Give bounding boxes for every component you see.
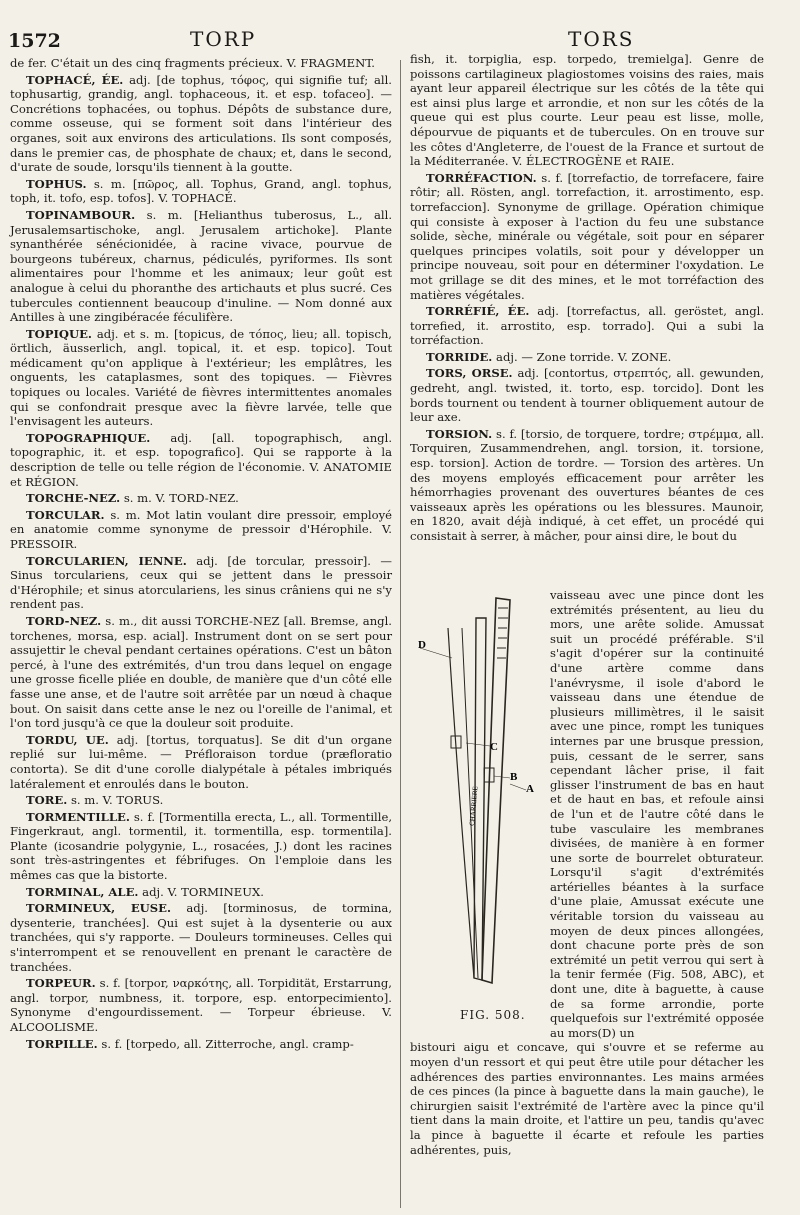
dictionary-entry [10, 885, 392, 900]
left-running-head: TORP [190, 27, 257, 51]
dictionary-entry [10, 976, 392, 1034]
entry-headword: TORDU, UE. [26, 732, 109, 747]
figure-label-a: A [526, 783, 534, 795]
dictionary-entry [10, 56, 392, 71]
figure-label-b: B [510, 771, 518, 783]
dictionary-entry [10, 810, 392, 883]
running-header [0, 0, 800, 56]
entry-text: adj. [de tophus, τόφος, qui signifie tuf; all. tophusartig, grandig, angl. tophaceous, it. et esp. tofaceo]. — Concrétions tophacées, ou tophus. Dépôts de substance dure, comme osseuse, qui se forment soit dans l'intérieur des organes, soit aux environs des articulations. Ils sont composés, dans le premier cas, de phosphate de chaux; et, dans le second, d'urate de soude, lorsqu'ils tiennent à la goutte. [10, 72, 392, 175]
entry-headword: TORPILLE. [26, 1036, 98, 1051]
entry-headword: TORRIDE. [426, 349, 493, 364]
dictionary-entry [10, 327, 392, 429]
entry-text: adj. [tortus, torquatus]. Se dit d'un organe replié sur lui-même. — Préfloraison tordue (præfloratio contorta). Se dit d'une corolle dialypétale à pétales imbriqués latéralement et enroulés dans le bouton. [10, 732, 392, 791]
entry-headword: TORE. [26, 793, 68, 808]
entry-headword: TOPHACÉ, ÉE. [26, 72, 124, 87]
figure-wrap-region [410, 588, 764, 1157]
figure-caption: FIG. 508. [460, 1008, 526, 1022]
entry-text: s. f. [torsio, de torquere, tordre; στρέμμα, all. Torquiren, Zusammendrehen, angl. torsion, it. torsione, esp. torsion]. Action de tordre. — Torsion des artères. Un des moyens employés efficacement pour arrêter les hémorrhagies provenant des ouvertures béantes de ces vaisseaux après les opérations ou les blessures. Maunoir, en 1820, avait déjà indiqué, à cet effet, un procédé qui consistait à serrer, à mâcher, pour ainsi dire, le bout du [410, 426, 765, 543]
entry-text: s. m. Mot latin voulant dire pressoir, employé en anatomie comme synonyme de pressoir d'Hérophile. V. PRESSOIR. [10, 507, 393, 551]
dictionary-entry [10, 177, 392, 206]
entry-headword: TORPEUR. [26, 976, 96, 991]
lower-text: bistouri aigu et concave, qui s'ouvre et se referme au moyen d'un ressort et qui peut être utile pour détacher les adhérences des parties environnantes. Les mains armées de ces pinces (la pince à baguette dans la main gauche), le chirurgien saisit l'extrémité de l'artère avec la pince qu'il tient dans la main droite, et l'attire un peu, tandis qu'avec la pince à baguette il écarte et refoule les parties adhérentes, puis, [410, 1040, 764, 1157]
entry-headword: TORD-NEZ. [26, 613, 102, 628]
entry-headword: TOPIQUE. [26, 326, 92, 341]
entry-text: adj. [all. topographisch, angl. topographic, it. et esp. topografico]. Qui se rapporte à la description de telle ou telle région de l'économie. V. ANATOMIE et RÉGION. [10, 430, 393, 489]
page-number: 1572 [8, 30, 61, 52]
forceps-illustration [418, 588, 542, 998]
dictionary-entry [10, 73, 392, 175]
dictionary-entry [10, 614, 392, 731]
right-running-head: TORS [568, 27, 635, 51]
right-column [410, 52, 764, 546]
entry-text: s. f. [torpor, ναρκότης, all. Torpidität, Erstarrung, angl. torpor, numbness, it. torpore, esp. entorpecimiento]. Synonyme d'engourdissement. — Torpeur ébrieuse. V. ALCOOLISME. [10, 976, 392, 1034]
dictionary-entry [10, 901, 392, 974]
entry-text: s. m. V. TORD-NEZ. [123, 491, 239, 506]
entry-headword: TORS, ORSE. [426, 366, 513, 381]
entry-headword: TOPINAMBOUR. [26, 207, 136, 222]
entry-text: adj. et s. m. [topicus, de τόπος, lieu; all. topisch, örtlich, äusserlich, angl. topical, it. et esp. topico]. Tout médicament qu'on applique à l'extérieur; les emplâtres, les onguents, les cataplasmes, sont des topiques. — Fièvres topiques ou locales. Variété de fièvres intermittentes anomales qui se confondrait presque avec la fièvre larvée, telle que l'envisagent les auteurs. [10, 326, 392, 429]
dictionary-entry [10, 554, 392, 612]
entry-text: adj. [torminosus, de tormina, dysenterie, tranchées]. Qui est sujet à la dysenterie ou aux tranchées, qui s'y rapporte. — Douleurs tormineuses. Celles qui s'interrompent et se renouvellent en prenant le caractère de tranchées. [10, 901, 393, 974]
figure-508 [410, 588, 550, 1033]
entry-headword: TORRÉFACTION. [426, 170, 537, 185]
dictionary-entry [410, 427, 764, 544]
wrapped-text: vaisseau avec une pince dont les extrémités présentent, au lieu du mors, une arête solide. Amussat suit un procédé préférable. S'il s'agit d'opérer sur la continuité d'une artère comme dans l'anévrysme, il isole d'abord le vaisseau dans une étendue de plusieurs millimètres, il le saisit avec une pince, rompt les tuniques internes par une brusque pression, puis, cessant de le serrer, sans cependant lâcher prise, il fait glisser l'instrument de bas en haut et de haut en bas, et refoule ainsi de l'un et de l'autre côté dans le tube vasculaire les membranes divisées, de manière à en former une sorte de bourrelet obturateur. Lorsqu'il s'agit d'extrémités artérielles béantes à la surface d'une plaie, Amussat exécute une véritable torsion du vaisseau au moyen de deux pinces allongées, dont chacune porte près de son extrémité un petit verrou qui sert à la tenir fermée (Fig. 508, ABC), et dont une, dite à baguette, à cause de sa forme arrondie, porte quelquefois sur l'extrémité opposée au mors(D) un [550, 588, 764, 1040]
entry-text: s. m. V. TORUS. [70, 793, 164, 808]
entry-text: de fer. C'était un des cinq fragments précieux. V. FRAGMENT. [10, 56, 375, 70]
dictionary-entry [10, 491, 392, 506]
entry-text: fish, it. torpiglia, esp. torpedo, tremielga]. Genre de poissons cartilagineux plagiostomes voisins des raies, mais ayant leur appareil électrique sur les côtés de la tête qui est ainsi plus large et arrondie, et non sur les côtés de la queue qui est plus courte. Leur peau est lisse, molle, dépourvue de piquants et de tubercules. On en trouve sur les côtes d'Angleterre, de l'ouest de la France et surtout de la Méditerranée. V. ÉLECTROGÈNE et RAIE. [410, 52, 764, 169]
entry-text: adj. [contortus, στρεπτός, all. gewunden, gedreht, angl. twisted, it. torto, esp. torcido]. Dont les bords tournent ou tendent à tourner obliquement autour de leur axe. [410, 366, 765, 425]
entry-headword: TORRÉFIÉ, ÉE. [426, 304, 530, 319]
entry-text: s. f. [torpedo, all. Zitterroche, angl. cramp- [101, 1036, 354, 1051]
figure-label-c: C [490, 741, 498, 753]
dictionary-entry [10, 793, 392, 808]
entry-headword: TORCHE-NEZ. [26, 491, 121, 506]
entry-text: s. f. [torrefactio, de torrefacere, faire rôtir; all. Rösten, angl. torrefaction, it. arrostimento, esp. torrefaccion]. Synonyme de grillage. Opération chimique qui consiste à exposer à l'action du feu une substance solide, sèche, minérale ou végétale, soit pour en séparer quelques principes volatils, soit pour y développer un principe nouveau, soit pour en déterminer l'oxydation. Le mot grillage se dit des mines, et le mot torréfaction des matières végétales. [410, 170, 765, 302]
entry-text: s. m. [Helianthus tuberosus, L., all. Jerusalemsartischoke, angl. Jerusalem artichoke]. Plante synanthérée sénécionidée, à racine vivace, pourvue de bourgeons tubéreux, charnus, pédiculés, pyriformes. Ils sont alimentaires pour l'homme et les animaux; leur goût est analogue à celui du phoranthe des artichauts et plus sucré. Ces tubercules contiennent beaucoup d'inuline. — Nom donné aux Antilles à une zingibéracée féculifère. [10, 207, 393, 325]
entry-text: s. m., dit aussi TORCHE-NEZ [all. Bremse, angl. torchenes, morsa, esp. acial]. Instrument dont on se sert pour assujettir le cheval pendant certaines opérations. C'est un bâton percé, à l'une des extrémités, d'un trou dans lequel on engage une grosse ficelle pliée en double, de manière que d'un côté elle fasse une anse, et de l'autre soit arrêtée par un nœud à chaque bout. On saisit dans cette anse le nez ou l'oreille de l'animal, et l'on tord jusqu'à ce que la douleur soit produite. [10, 613, 392, 731]
dictionary-entry [410, 366, 764, 424]
entry-headword: TORCULAR. [26, 507, 105, 522]
entry-headword: TORMINAL, ALE. [26, 884, 139, 899]
dictionary-entry [10, 1037, 392, 1052]
dictionary-entry [10, 508, 392, 552]
entry-text: s. f. [Tormentilla erecta, L., all. Tormentille, Fingerkraut, angl. tormentil, it. tormentilla, esp. tormentila]. Plante (icosandrie polygynie, L., rosacées, J.) dont les racines sont très-astringentes et fébrifuges. On l'emploie dans les mêmes cas que la bistorte. [10, 809, 393, 883]
entry-headword: TOPOGRAPHIQUE. [26, 430, 151, 445]
entry-headword: TORMENTILLE. [26, 809, 130, 824]
entry-headword: TORSION. [426, 426, 493, 441]
dictionary-entry [10, 208, 392, 325]
dictionary-entry [410, 171, 764, 302]
entry-text: adj. [torrefactus, all. geröstet, angl. torrefied, it. arrostito, esp. torrado]. Qui a subi la torréfaction. [410, 304, 765, 348]
dictionary-entry [410, 304, 764, 348]
dictionary-entry [410, 52, 764, 169]
dictionary-entry [10, 733, 392, 791]
entry-headword: TORMINEUX, EUSE. [26, 901, 172, 916]
entry-text: adj. V. TORMINEUX. [142, 884, 264, 899]
entry-text: adj. — Zone torride. V. ZONE. [496, 349, 672, 364]
engraving-mark: CHARRIERE [468, 785, 480, 827]
entry-text: s. m. [πῶρος, all. Tophus, Grand, angl. tophus, toph, it. tofo, esp. tofos]. V. TOPHACÉ. [10, 176, 392, 206]
dictionary-entry [410, 350, 764, 365]
column-rule [400, 60, 401, 1208]
left-column [10, 56, 392, 1053]
entry-headword: TOPHUS. [26, 176, 87, 191]
figure-label-d: D [418, 639, 426, 651]
dictionary-entry [10, 431, 392, 489]
entry-text: adj. [de torcular, pressoir]. — Sinus torculariens, ceux qui se jettent dans le pressoir d'Hérophile; et sinus atorculariens, les sinus crâniens qui ne s'y rendent pas. [10, 553, 392, 612]
entry-headword: TORCULARIEN, IENNE. [26, 553, 187, 568]
